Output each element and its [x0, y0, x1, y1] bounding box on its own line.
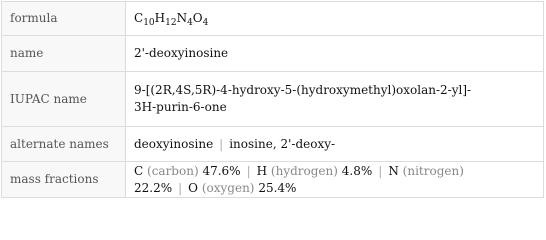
element-name: (oxygen)	[201, 180, 255, 195]
element-name: (nitrogen)	[402, 163, 464, 178]
properties-table	[1, 1, 544, 198]
name-row	[2, 36, 544, 72]
alternate-names-value	[126, 127, 544, 162]
fraction-value: 25.4%	[258, 180, 297, 195]
formula-value	[126, 2, 544, 36]
formula-part: O	[192, 11, 203, 25]
iupac-line-2: 3H-purin-6-one	[134, 100, 227, 114]
mass-fractions-label: mass fractions	[2, 162, 126, 198]
formula-subscript: 4	[187, 18, 193, 28]
name-value: 2'-deoxyinosine	[126, 36, 544, 72]
mass-fractions-line-1	[134, 163, 543, 180]
element-name: (hydrogen)	[270, 163, 338, 178]
formula-subscript: 4	[202, 18, 209, 28]
alternate-name: deoxyinosine	[134, 136, 214, 151]
iupac-label: IUPAC name	[2, 72, 126, 127]
iupac-value	[126, 72, 544, 127]
element-symbol: N	[388, 163, 399, 178]
separator: |	[178, 180, 183, 195]
formula-subscript: 12	[165, 18, 177, 28]
fraction-value: 47.6%	[202, 163, 241, 178]
element-name: (carbon)	[147, 163, 199, 178]
formula-row	[2, 2, 544, 36]
name-label: name	[2, 36, 126, 72]
separator: |	[219, 136, 224, 151]
iupac-line-1: 9-[(2R,4S,5R)-4-hydroxy-5-(hydroxymethyl)oxolan-2-yl]-	[134, 83, 472, 97]
element-symbol: C	[134, 163, 144, 178]
alternate-names-label: alternate names	[2, 127, 126, 162]
mass-fractions-value	[126, 162, 544, 198]
formula-subscript: 10	[143, 18, 155, 28]
iupac-row	[2, 72, 544, 127]
separator: |	[246, 163, 251, 178]
alternate-name: inosine, 2'-deoxy-	[229, 136, 336, 151]
mass-fractions-row	[2, 162, 544, 198]
formula-part: H	[154, 11, 166, 25]
formula-label: formula	[2, 2, 126, 36]
formula-part: C	[134, 11, 144, 25]
fraction-value: 4.8%	[341, 163, 373, 178]
fraction-value: 22.2%	[134, 180, 173, 195]
mass-fractions-line-2	[134, 180, 543, 197]
element-symbol: O	[188, 180, 199, 195]
formula-part: N	[176, 11, 188, 25]
alternate-names-row	[2, 127, 544, 162]
separator: |	[378, 163, 383, 178]
element-symbol: H	[256, 163, 268, 178]
